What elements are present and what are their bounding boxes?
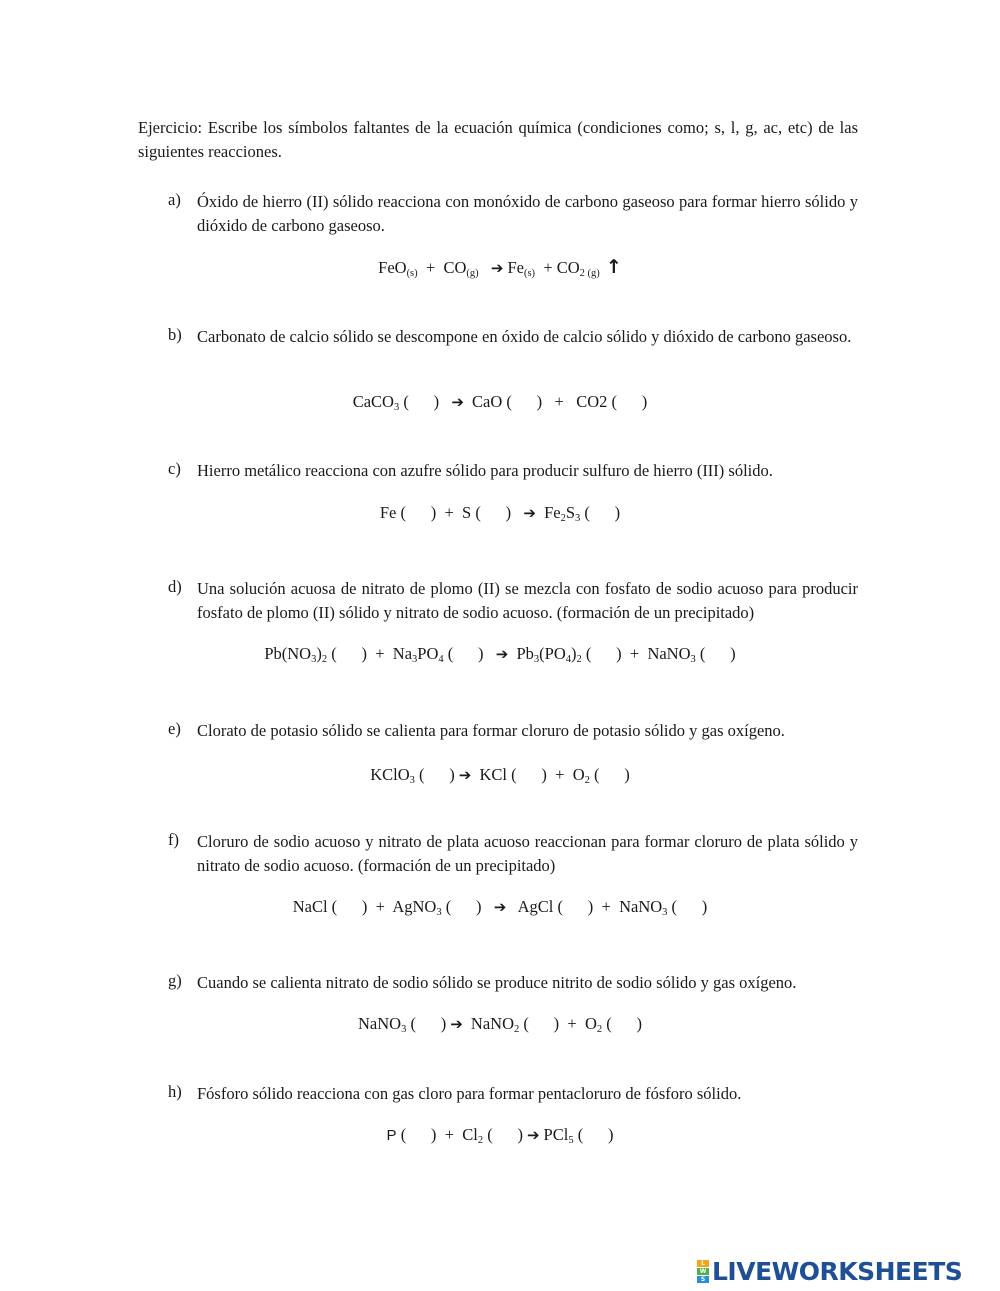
item-description: Hierro metálico reacciona con azufre sólido para producir sulfuro de hierro (III) sólido.: [197, 461, 773, 480]
blank-field[interactable]: ( ): [585, 644, 622, 663]
blank-field[interactable]: ( ): [699, 644, 736, 663]
blank-field[interactable]: ( ): [475, 503, 512, 522]
arrow-right-icon: ➔: [523, 504, 536, 522]
item-letter: b): [168, 325, 182, 344]
exercise-item-a: [168, 190, 858, 238]
blank-field[interactable]: ( ): [511, 765, 547, 784]
equation-c: Fe ( ) + S ( ) ➔ $Fe_2S_3$ ( ): [379, 503, 621, 524]
arrow-right-icon: ➔: [458, 766, 472, 784]
blank-field[interactable]: ( ): [594, 765, 630, 784]
item-letter: c): [168, 459, 181, 478]
item-letter: g): [168, 971, 182, 990]
blank-field[interactable]: ( ): [523, 1014, 560, 1033]
blank-field[interactable]: ( ): [400, 503, 437, 522]
item-description: Una solución acuosa de nitrato de plomo (II) se mezcla con fosfato de sodio acuoso para producir fosfato de plomo (II) sólido y nitrato de sodio acuoso. (formación de un precipitado): [197, 579, 858, 622]
equation-g: NaNO$_3$ ( ) ➔ NaNO$_2$ ( ) + $O_2$ ( ): [358, 1014, 642, 1035]
item-description: Clorato de potasio sólido se calienta para formar cloruro de potasio sólido y gas oxígeno.: [197, 721, 785, 740]
item-letter: e): [168, 719, 181, 738]
blank-field[interactable]: ( ): [403, 392, 440, 411]
item-description: Carbonato de calcio sólido se descompone en óxido de calcio sólido y dióxido de carbono gaseoso.: [197, 327, 852, 346]
blank-field[interactable]: ( ): [506, 392, 543, 411]
exercise-item-e: [168, 719, 858, 743]
item-letter: h): [168, 1082, 182, 1101]
exercise-item-f: [168, 830, 858, 878]
blank-field[interactable]: ( ): [445, 897, 482, 916]
gas-release-arrow-icon: ↑: [605, 256, 622, 278]
exercise-item-d: [168, 577, 858, 625]
arrow-right-icon: ➔: [493, 898, 507, 916]
equation-h: P ( ) + $Cl_2$ ( ) ➔ PCl$_5$ ( ): [386, 1125, 614, 1146]
blank-field[interactable]: ( ): [331, 644, 367, 663]
item-description: Cloruro de sodio acuoso y nitrato de plata acuoso reaccionan para formar cloruro de plata sólido y nitrato de sodio acuoso. (formación de un precipitado): [197, 832, 858, 875]
equation-b: CaCO$_3$ ( ) ➔ CaO ( ) + CO2 ( ): [352, 392, 648, 413]
blank-field[interactable]: ( ): [400, 1125, 437, 1144]
blank-field[interactable]: ( ): [577, 1125, 614, 1144]
arrow-right-icon: ➔: [495, 645, 509, 663]
brand-name: LIVEWORKSHEETS: [712, 1256, 963, 1286]
blank-field[interactable]: ( ): [671, 897, 708, 916]
exercise-item-b: [168, 325, 858, 349]
item-description: Cuando se calienta nitrato de sodio sólido se produce nitrito de sodio sólido y gas oxígeno.: [197, 973, 797, 992]
arrow-right-icon: ➔: [490, 259, 504, 277]
item-letter: d): [168, 577, 182, 596]
item-letter: f): [168, 830, 179, 849]
equation-e: KClO$_3$ ( ) ➔ KCl ( ) + $O_2$ ( ): [370, 765, 630, 786]
equation-a: $FeO_{(s)} + CO_{(g)}$ ➔ $Fe_{(s)} + CO_{2 (g)}$ ↑: [378, 256, 622, 279]
blank-field[interactable]: ( ): [584, 503, 621, 522]
blank-field[interactable]: ( ): [410, 1014, 447, 1033]
arrow-right-icon: ➔: [451, 393, 464, 411]
exercise-instructions: Ejercicio: Escribe los símbolos faltantes de la ecuación química (condiciones como; s, l, g, ac, etc) de las siguientes reacciones.: [138, 118, 858, 161]
arrow-right-icon: ➔: [526, 1126, 540, 1144]
equation-d: $Pb(NO_3)_2$ ( ) + $Na_3PO_4$ ( ) ➔ $Pb_3(PO_4)_2$ ( ) + NaNO$_3$ ( ): [264, 644, 736, 665]
blank-field[interactable]: ( ): [419, 765, 455, 784]
exercise-item-g: [168, 971, 858, 995]
exercise-item-h: [168, 1082, 858, 1106]
blank-field[interactable]: ( ): [611, 392, 648, 411]
liveworksheets-logo-icon: L W S: [697, 1260, 709, 1283]
item-description: Óxido de hierro (II) sólido reacciona con monóxido de carbono gaseoso para formar hierro sólido y dióxido de carbono gaseoso.: [197, 192, 858, 235]
blank-field[interactable]: ( ): [606, 1014, 642, 1033]
equation-f: NaCl ( ) + AgNO$_3$ ( ) ➔ AgCl ( ) + NaNO$_3$ ( ): [292, 897, 708, 918]
exercise-item-c: [168, 459, 858, 483]
blank-field[interactable]: ( ): [447, 644, 484, 663]
liveworksheets-logo: [697, 1254, 962, 1288]
arrow-right-icon: ➔: [450, 1015, 463, 1033]
blank-field[interactable]: ( ): [331, 897, 368, 916]
item-letter: a): [168, 190, 181, 209]
blank-field[interactable]: ( ): [557, 897, 594, 916]
item-description: Fósforo sólido reacciona con gas cloro para formar pentacloruro de fósforo sólido.: [197, 1084, 742, 1103]
blank-field[interactable]: ( ): [487, 1125, 523, 1144]
